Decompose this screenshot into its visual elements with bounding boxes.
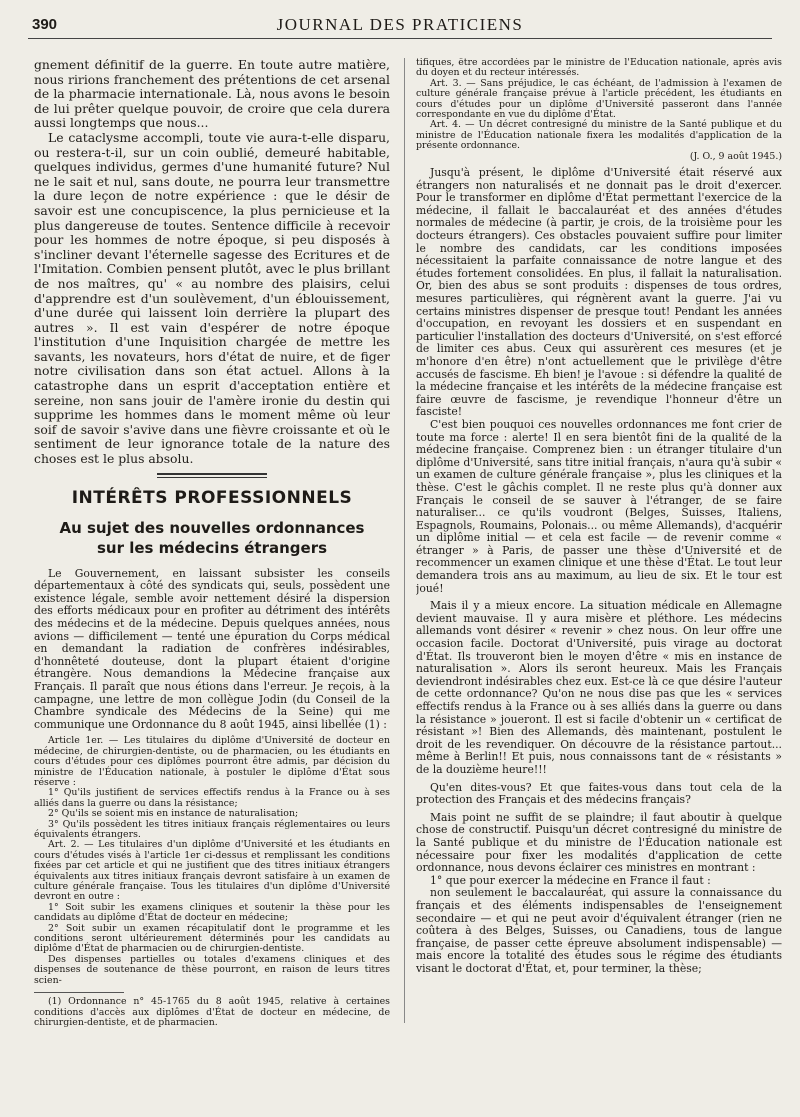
paragraph: Mais point ne suffit de se plaindre; il faut aboutir à quelque chose de constructif. Puisqu'un décret contresigné du ministre de la Santé publique et du ministre de l'Éducation nationale est nécessaire pour fixer les modalités d'application de cette ordonnance, nous devons éclairer ces ministres en montrant : [416, 810, 782, 875]
left-column [34, 58, 390, 1028]
ordinance-clause: 1° Qu'ils justifient de services effectifs rendus à la France ou à ses alliés dans la guerre ou dans la résistance; [34, 787, 390, 809]
ordinance-continuation: tifiques, être accordées par le ministre de l'Éducation nationale, après avis du doyen et du recteur intéressés. [416, 58, 782, 79]
paragraph: Le Gouvernement, en laissant subsister les conseils départementaux à côté des syndicats qui, seuls, possèdent une existence légale, semble avoir nettement désiré la dispersion des efforts médicaux pour en profiter au détriment des intérêts des médecins et de la médecine. Depuis quelques années, nous avions — difficilement — tenté une épuration du Corps médical en demandant la radiation de confrères indésirables, d'honnêteté douteuse, dont la plupart étaient d'origine étrangère. Nous demandions la Médecine française aux Français. Il paraît que nous étions dans l'erreur. Je reçois, à la campagne, une lettre de mon collègue Jodin (du Conseil de la Chambre syndicale des Médecins de la Seine) qui me communique une Ordonnance du 8 août 1945, ainsi libellée (1) : [34, 566, 390, 731]
article-title-line: sur les médecins étrangers [96, 538, 328, 557]
journal-officiel-reference: (J. O., 9 août 1945.) [689, 150, 782, 162]
footnote-rule [34, 992, 124, 993]
paragraph: Jusqu'à présent, le diplôme d'Université était réservé aux étrangers non naturalisés et ne donnait pas le droit d'exercer. Pour le transformer en diplôme d'État permettant l'exercice de la médecine, il fallait le baccalauréat et des années d'études normales de médecine (à partir, je crois, de la troisième pour les docteurs étrangers). Ces obstacles pouvaient suffire pour limiter le nombre des candidats, car les conditions imposées nécessitaient la parfaite connaissance de notre langue et des études fortement consolidées. En plus, il fallait la naturalisation. Or, bien des abus se sont produits : dispenses de tous ordres, mesures particulières, qui régnèrent avant la guerre. J'ai vu certains ministres dispenser de presque tout! Pendant les années d'occupation, en revoyant les dossiers et en suspendant en particulier l'installation des docteurs d'Université, on s'est efforcé de limiter ces abus. Ceux qui assurèrent ces mesures (et je m'honore d'en être) n'ont actuellement que le privilège d'être accusés de fascisme. Eh bien! je l'avoue : si défendre la qualité de la médecine française et les intérêts de la médecine française est faire œuvre de fascisme, je revendique l'honneur d'être un fasciste! [416, 166, 782, 419]
paragraph: Le cataclysme accompli, toute vie aura-t-elle disparu, ou restera-t-il, sur un coin oublié, demeuré habitable, quelques individus, germes d'une humanité future? Nul ne le sait et nul, sans doute, ne pourra leur transmettre la dure leçon de notre expérience : que le désir de savoir est une concupiscence, la plus pernicieuse et la plus dangereuse de toutes. Sentence difficile à recevoir pour les hommes de notre époque, si peu disposés à s'incliner devant l'éternelle sagesse des Ecritures et de l'Imitation. Combien pensent plutôt, avec le plus brillant de nos maîtres, qu' « au nombre des plaisirs, celui d'apprendre est d'un soulèvement, d'un éblouissement, d'une durée qui laissent loin derrière la plupart des autres ». Il est vain d'espérer de notre époque l'institution d'une Inquisition chargée de mettre les savants, les novateurs, hors d'état de nuire, et de figer notre civilisation dans son état actuel. Allons à la catastrophe dans un esprit d'acceptation entière et sereine, non sans jouir de l'amère ironie du destin qui supprime les hommes dans le moment même où leur soif de savoir s'avive dans une fièvre croissante et où le sentiment de leur ignorance totale de la nature des choses est le plus absolu. [34, 129, 390, 467]
ordinance-article: Art. 4. — Un décret contresigné du ministre de la Santé publique et du ministre de l'Éducation nationale fixera les modalités d'application de la présente ordonnance. [416, 119, 782, 152]
article-title-line: Au sujet des nouvelles ordonnances [59, 518, 365, 537]
ordinance-clause: 2° Qu'ils se soient mis en instance de naturalisation; [48, 808, 299, 820]
column-divider [404, 58, 405, 1023]
ordinance-clause: 1° Soit subir les examens cliniques et soutenir la thèse pour les candidats au diplôme d'État de docteur en médecine; [34, 901, 390, 924]
right-column [416, 58, 782, 975]
ordinance-article: Article 1er. — Les titulaires du diplôme d'Université de docteur en médecine, de chirurgien-dentiste, ou de pharmacien, ou les étudiants en cours d'études pour ces diplômes pourront être admis, par décision du ministre de l'Éducation nationale, à postuler le diplôme d'État sous réserve : [34, 735, 390, 788]
page-header [28, 14, 772, 39]
paragraph: 1° que pour exercer la médecine en France il faut : [430, 873, 711, 887]
article-title [34, 518, 390, 558]
paragraph: Mais il y a mieux encore. La situation médicale en Allemagne devient mauvaise. Il y aura misère et pléthore. Les médecins allemands vont désirer « revenir » chez nous. On leur offre une occasion facile. Doctorat d'Université, puis virage au doctorat d'État. Ils trouveront bien le moyen d'être « mis en instance de naturalisation ». Alors ils seront heureux. Mais les Français deviendront indésirables chez eux. Est-ce là ce que désire l'auteur de cette ordonnance? Qu'on ne nous dise pas que les « services effectifs rendus à la France ou à ses alliés dans la guerre ou dans la résistance » joueront. Il est si facile d'obtenir un « certificat de résistant »! Bien des Allemands, dès maintenant, postulent le droit de les revendiquer. On découvre de la résistance partout... même à Berlin!! Et puis, nous connaissons tant de « résistants » de la douzième heure!!! [416, 599, 782, 776]
paragraph: non seulement le baccalauréat, qui assure la connaissance du français et des éléments indispensables de l'enseignement secondaire — et qui ne peut avoir d'équivalent étranger (rien ne coûtera à des Belges, Suisses, ou Canadiens, tous de langue française, de passer cette épreuve absolument indispensable) — mais encore la totalité des études sous le régime des étudiants visant le doctorat d'État, et, pour terminer, la thèse; [416, 886, 782, 975]
ordinance-clause: 2° Soit subir un examen récapitulatif dont le programme et les conditions seront ultérieurement déterminés pour les candidats au diplôme d'État de pharmacien ou de chirurgien-dentiste. [34, 922, 390, 955]
page-number: 390 [32, 16, 58, 33]
section-title: INTÉRÊTS PROFESSIONNELS [71, 487, 353, 508]
ordinance-clause: 3° Qu'ils possèdent les titres initiaux français réglementaires ou leurs équivalents étrangers. [34, 818, 390, 840]
footnote: (1) Ordonnance n° 45-1765 du 8 août 1945, relative à certaines conditions d'accès aux diplômes d'État de docteur en médecine, de chirurgien-dentiste, et de pharmacien. [34, 996, 390, 1028]
paragraph: Qu'en dites-vous? Et que faites-vous dans tout cela de la protection des Français et des médecins français? [416, 780, 782, 807]
ordinance-article: Art. 2. — Les titulaires d'un diplôme d'Université et les étudiants en cours d'études visés à l'article 1er ci-dessus et remplissant les conditions fixées par cet article et qui ne justifient que des titres initiaux étrangers équivalents aux titres initiaux français devront satisfaire à un examen de culture générale française. Tous les titulaires d'un diplôme d'Université devront en outre : [34, 839, 390, 903]
paragraph: gnement définitif de la guerre. En toute autre matière, nous ririons franchement des prétentions de cet arsenal de la pharmacie internationale. Là, nous avons le besoin de lui prêter quelque pouvoir, de croire que cela durera aussi longtemps que nous... [34, 58, 390, 131]
ordinance-article: Art. 3. — Sans préjudice, le cas échéant, de l'admission à l'examen de culture générale française prévue à l'article précédent, les étudiants en cours d'études pour un diplôme d'Université passeront dans l'année correspondante en vue du diplôme d'État. [416, 77, 782, 121]
section-rule [157, 473, 267, 478]
paragraph: C'est bien pouquoi ces nouvelles ordonnances me font crier de toute ma force : alerte! Il en sera bientôt fini de la qualité de la médecine française. Comprenez bien : un étranger titulaire d'un diplôme d'Université, sans titre initial français, n'aura qu'à subir « un examen de culture générale française », plus les cliniques et la thèse. C'est le gâchis complet. Il ne reste plus qu'à donner aux Français le conseil de se sauver à l'étranger, de se faire naturaliser... ce qu'ils voudront (Belges, Suisses, Italiens, Espagnols, Roumains, Polonais... ou même Allemands), d'acquérir un diplôme initial — et cela est facile — de revenir comme « étranger » à Paris, de passer une thèse d'Université et de recommencer un examen clinique et une thèse d'État. Le tout leur demandera trois ans au maximum, au lieu de six. Et le tour est joué! [416, 417, 782, 595]
journal-title: JOURNAL DES PRATICIENS [276, 15, 524, 34]
ordinance-clause: Des dispenses partielles ou totales d'examens cliniques et des dispenses de soutenance de thèse pourront, en raison de leurs titres scien- [34, 953, 390, 986]
